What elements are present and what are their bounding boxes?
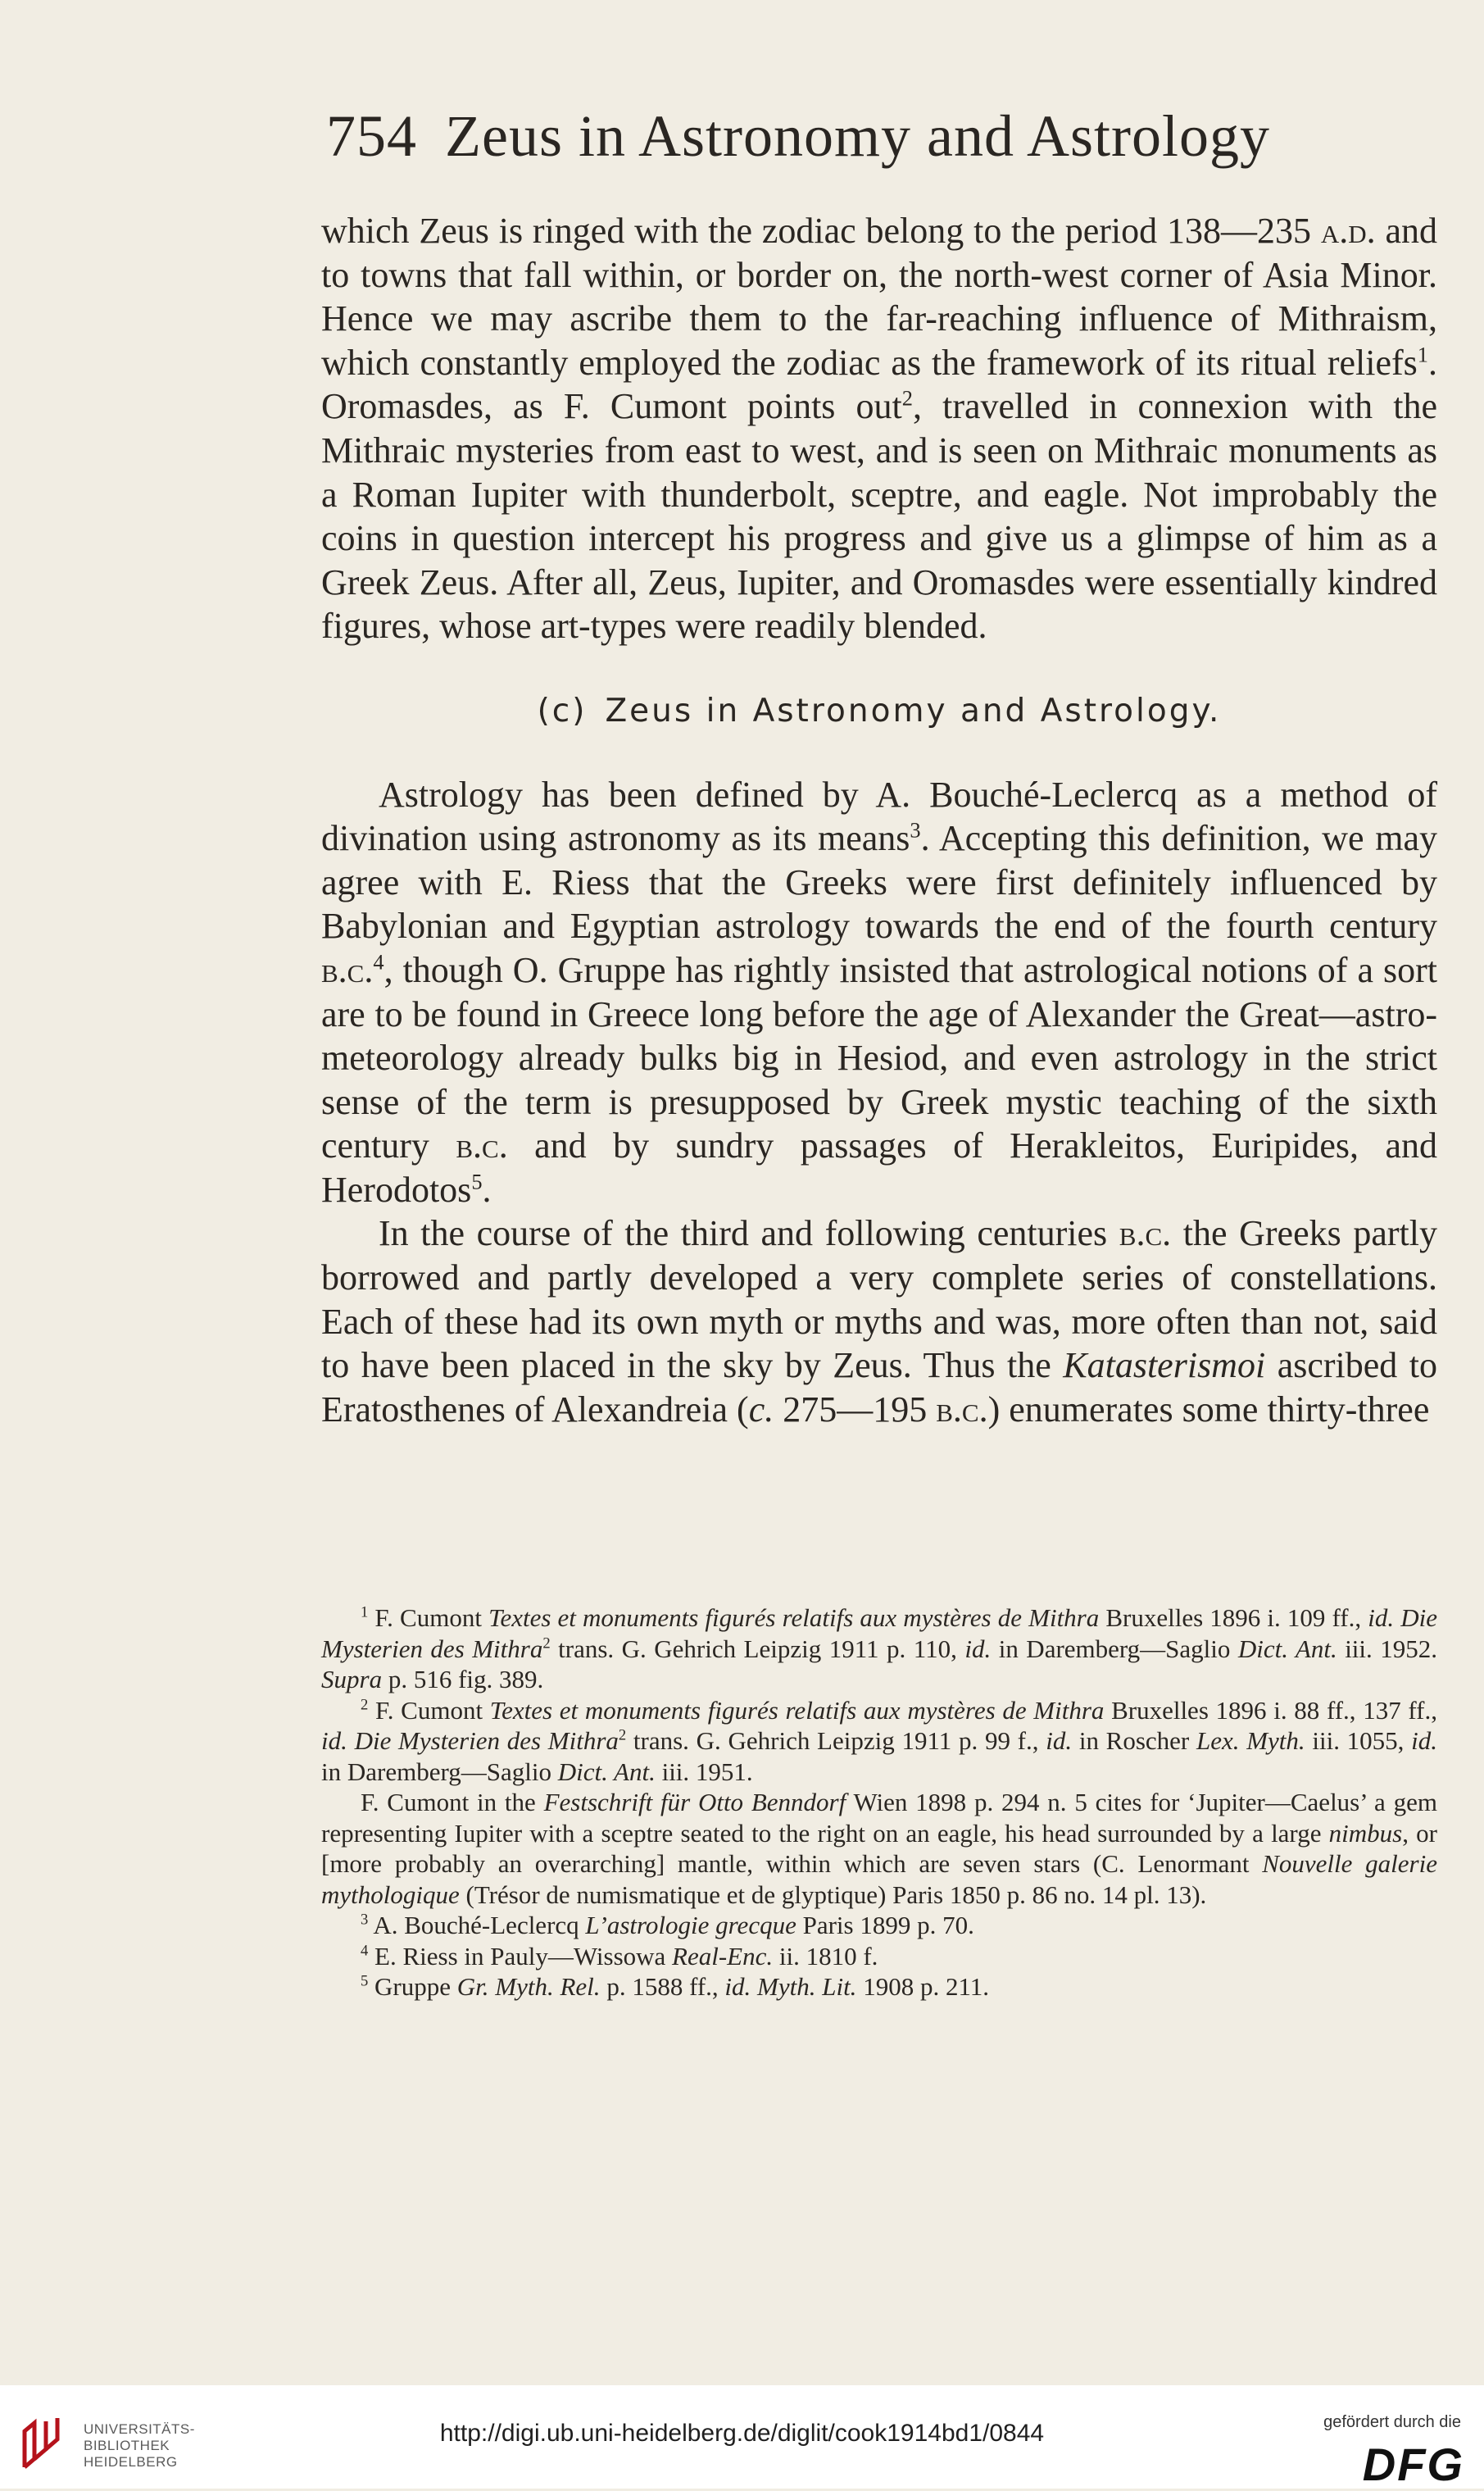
text-run: ascribed to Eratosthenes of Alexandreia (	[321, 1345, 1438, 1430]
digitization-footer	[0, 2385, 1484, 2489]
footnote-marker: 4	[361, 1942, 369, 1960]
italic-text: nimbus	[1328, 1818, 1403, 1848]
italic-text: id. Die Mysterien des Mithra	[321, 1726, 619, 1755]
superscript: 2	[618, 1726, 627, 1744]
italic-text: id. Die Mysterien des Mithra	[321, 1603, 1437, 1663]
page-header	[326, 102, 1441, 170]
section-label: (c)	[537, 692, 588, 730]
text-run: a.d.	[1320, 211, 1376, 251]
running-title: Zeus in Astronomy and Astrology	[445, 103, 1270, 169]
text-run: F. Cumont in the	[361, 1788, 544, 1816]
italic-text: Dict. Ant.	[1237, 1634, 1337, 1663]
text-run: 275—195	[774, 1389, 937, 1430]
text-run: Gruppe	[368, 1972, 457, 2001]
text-run: , travelled in connexion with the Mithraic mysteries from east to west, and is seen on Mithraic monuments as a Roman Iupiter with thunderbolt, sceptre, and eagle. Not improbably the coins in question intercept his progress and give us a glimpse of him as a Greek Zeus. After all, Zeus, Iupiter, and Oromasdes were essentially kindred figures, whose art-types were readily blended.	[321, 386, 1438, 647]
text-run: Wien 1898 p. 294 n. 5 cites for ‘Jupiter—Caelus’ a gem representing Iupiter with a sceptre seated to the right on an eagle, his head surrounded by a large	[321, 1788, 1437, 1848]
text-run: ii. 1810 f.	[773, 1941, 878, 1971]
footnotes	[321, 1602, 1437, 2002]
italic-text: Lex. Myth.	[1196, 1726, 1305, 1755]
footnote	[321, 1941, 1437, 1972]
footnote	[321, 1971, 1437, 2002]
text-run: p. 1588 ff.,	[600, 1972, 725, 2001]
footnote-marker: 2	[361, 1696, 369, 1714]
paragraph	[321, 773, 1437, 1212]
funding-text: gefördert durch die	[1323, 2413, 1461, 2431]
text-run: b.c.	[321, 949, 374, 990]
footnote-ref[interactable]: 4	[373, 949, 384, 975]
text-run: p. 516 fig. 389.	[382, 1665, 544, 1693]
text-run: b.c.	[456, 1125, 508, 1166]
italic-text: Textes et monuments figurés relatifs aux mystères de Mithra	[489, 1695, 1105, 1725]
institution-line: UNIVERSITÄTS-	[84, 2421, 195, 2437]
footnote-ref[interactable]: 5	[471, 1169, 483, 1194]
footnote-marker: 3	[361, 1911, 369, 1929]
italic-text: Festschrift für Otto Benndorf	[543, 1788, 846, 1816]
italic-text: Gr. Myth. Rel.	[456, 1972, 601, 2001]
text-run: trans. G. Gehrich Leipzig 1911 p. 99 f.,	[626, 1726, 1046, 1755]
italic-text: Dict. Ant.	[557, 1757, 656, 1786]
italic-text: Supra	[321, 1665, 383, 1693]
source-url-link[interactable]: http://digi.ub.uni-heidelberg.de/diglit/cook1914bd1/0844	[439, 2420, 1045, 2447]
text-run: , though O. Gruppe has rightly insisted that astrological notions of a sort are to be found in Greece long before the age of Alexander the Great—astro-meteorology already bulks big in Hesiod, and even astrology in the strict sense of the term is presupposed by Greek mystic teaching of the sixth century	[321, 949, 1437, 1166]
text-run: ) enumerates some thirty-three	[987, 1389, 1430, 1430]
text-run: F. Cumont	[368, 1603, 489, 1632]
text-run: iii. 1952.	[1337, 1634, 1438, 1663]
text-run: Bruxelles 1896 i. 88 ff., 137 ff.,	[1104, 1695, 1437, 1725]
text-run: iii. 1951.	[655, 1757, 753, 1786]
text-run: . Oromasdes, as F. Cumont points out	[321, 342, 1437, 427]
text-run: Bruxelles 1896 i. 109 ff.,	[1099, 1603, 1368, 1632]
footnote-ref[interactable]: 2	[901, 385, 913, 411]
dfg-logo[interactable]: DFG	[1362, 2439, 1464, 2490]
footnote-ref[interactable]: 3	[910, 817, 921, 843]
institution-line: HEIDELBERG	[84, 2454, 178, 2470]
italic-text: Katasterismoi	[1063, 1345, 1266, 1386]
footnote	[321, 1695, 1437, 1788]
main-text	[321, 209, 1437, 1431]
page-number: 754	[326, 103, 417, 169]
italic-text: L’astrologie grecque	[585, 1911, 796, 1939]
text-run: (Trésor de numismatique et de glyptique) Paris 1850 p. 86 no. 14 pl. 13).	[459, 1880, 1207, 1909]
text-run: in Roscher	[1072, 1726, 1196, 1755]
superscript: 2	[542, 1634, 551, 1652]
text-run: .	[482, 1169, 492, 1210]
footnote-marker: 1	[361, 1603, 369, 1621]
text-run: Astrology has been defined by A. Bouché-Leclercq as a method of divination using astronomy as its means	[321, 774, 1437, 859]
text-run: trans. G. Gehrich Leipzig 1911 p. 110,	[550, 1634, 965, 1663]
footnote-marker: 5	[361, 1972, 369, 1990]
text-run: E. Riess in Pauly—Wissowa	[368, 1941, 673, 1971]
footnote-ref[interactable]: 1	[1417, 342, 1428, 367]
text-run: In the course of the third and following centuries	[379, 1213, 1119, 1254]
text-run: . Accepting this definition, we may agree with E. Riess that the Greeks were first definitely influenced by Babylonian and Egyptian astrology towards the end of the fourth century	[321, 818, 1437, 947]
text-run: A. Bouché-Leclercq	[368, 1911, 586, 1939]
text-run: and by sundry passages of Herakleitos, Euripides, and Herodotos	[321, 1125, 1437, 1210]
text-run: and to towns that fall within, or border on, the north-west corner of Asia Minor. Hence we may ascribe them to the far-reaching influence of Mithraism, which constantly employed the zodiac as the framework of its ritual reliefs	[321, 211, 1437, 383]
text-run: 1908 p. 211.	[856, 1972, 990, 2001]
text-run: b.c.	[1119, 1213, 1172, 1254]
footnote	[321, 1602, 1437, 1695]
text-run: b.c.	[936, 1389, 988, 1430]
institution-line: BIBLIOTHEK	[84, 2438, 170, 2453]
italic-text: id.	[1046, 1726, 1073, 1755]
italic-text: Textes et monuments figurés relatifs aux mystères de Mithra	[488, 1603, 1100, 1632]
text-run: the Greeks partly borrowed and partly developed a very complete series of constellations. Each of these had its own myth or myths and was, more often than not, said to have been placed in the sky by Zeus. Thus the	[321, 1213, 1437, 1386]
section-title: Zeus in Astronomy and Astrology.	[605, 692, 1222, 730]
paragraph	[321, 1211, 1437, 1431]
italic-text: id.	[964, 1634, 992, 1663]
italic-text: Nouvelle galerie mythologique	[321, 1849, 1437, 1909]
text-run: which Zeus is ringed with the zodiac belong to the period 138—235	[321, 211, 1321, 251]
text-run: , or [more probably an overarching] mantle, within which are seven stars (C. Lenormant	[321, 1818, 1437, 1878]
italic-text: Real-Enc.	[672, 1941, 774, 1971]
text-run: in Daremberg—Saglio	[991, 1634, 1238, 1663]
section-heading	[321, 689, 1437, 734]
footnote-continuation	[321, 1787, 1437, 1910]
text-run: F. Cumont	[368, 1695, 490, 1725]
footnote	[321, 1910, 1437, 1941]
italic-text: id.	[1411, 1726, 1438, 1755]
text-run: in Daremberg—Saglio	[321, 1757, 558, 1786]
italic-text: id. Myth. Lit.	[724, 1972, 857, 2001]
text-run: Paris 1899 p. 70.	[796, 1911, 974, 1939]
italic-text: c.	[748, 1389, 774, 1430]
paragraph	[321, 209, 1437, 648]
text-run: iii. 1055,	[1305, 1726, 1412, 1755]
